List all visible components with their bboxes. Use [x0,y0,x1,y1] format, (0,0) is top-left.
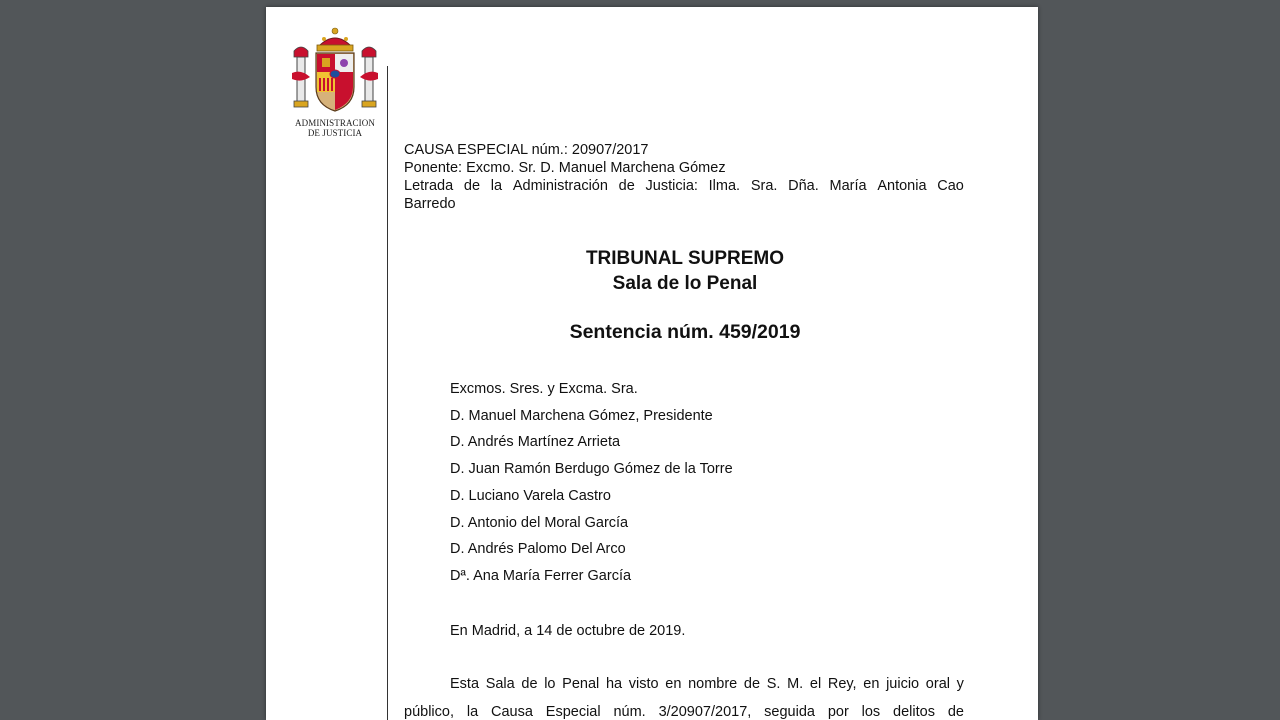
word: público, [404,704,454,720]
word: la [466,704,479,720]
judge-name: D. Andrés Martínez Arrieta [450,434,621,450]
word: seguida [764,704,815,720]
court-name: TRIBUNAL SUPREMO [585,248,785,269]
word: Penal [562,676,600,692]
word: nombre [688,676,738,692]
word: ha [605,676,623,692]
word: Cao [937,178,964,194]
seal-caption-line2: DE JUSTICIA [307,128,363,138]
word: Especial [545,704,601,720]
seal-caption [280,118,390,138]
word: Administración [512,178,608,194]
word: de [463,178,481,194]
word: María [829,178,867,194]
word: por [827,704,849,720]
body-paragraph-line [450,676,964,692]
word: Sala [485,676,515,692]
word: Causa [491,704,533,720]
coat-of-arms-seal [288,25,382,117]
case-number: CAUSA ESPECIAL núm.: 20907/2017 [404,142,649,158]
word: y [956,676,964,692]
word: juicio [886,676,920,692]
word: Rey, [827,676,857,692]
word: de [521,676,538,692]
margin-rule [387,66,388,720]
word: la [490,178,503,194]
place-date: En Madrid, a 14 de octubre de 2019. [450,623,686,639]
word: visto [628,676,659,692]
word: M. [787,676,804,692]
court-chamber: Sala de lo Penal [612,273,758,294]
judge-name: D. Antonio del Moral García [450,515,629,531]
judge-name: D. Manuel Marchena Gómez, Presidente [450,408,713,424]
court-clerk-continued: Barredo [404,196,456,212]
word: de [743,676,761,692]
word: Esta [450,676,480,692]
judge-name: Dª. Ana María Ferrer García [450,568,632,584]
word: Letrada [404,178,454,194]
word: Antonia [877,178,927,194]
seal-caption-line1: ADMINISTRACION [295,118,375,128]
rapporteur: Ponente: Excmo. Sr. D. Manuel Marchena Gómez [404,160,726,176]
judge-name: D. Luciano Varela Castro [450,488,611,504]
word: Dña. [788,178,819,194]
word: en [665,676,682,692]
sentence-number: Sentencia núm. 459/2019 [569,321,801,343]
word: 3/20907/2017, [658,704,752,720]
word: Ilma. [708,178,741,194]
document-page [266,7,1038,720]
word: S. [766,676,781,692]
word: de [618,178,635,194]
body-paragraph-line [404,704,964,720]
word: el [809,676,822,692]
word: en [863,676,880,692]
word: de [947,704,964,720]
word: Sra. [750,178,778,194]
judge-name: D. Juan Ramón Berdugo Gómez de la Torre [450,461,733,477]
word: los [861,704,881,720]
judges-intro: Excmos. Sres. y Excma. Sra. [450,381,638,397]
word: lo [544,676,556,692]
word: delitos [893,704,935,720]
judge-name: D. Andrés Palomo Del Arco [450,541,626,557]
word: núm. [613,704,646,720]
word: Justicia: [645,178,698,194]
court-clerk-line [404,178,964,194]
word: oral [925,676,950,692]
